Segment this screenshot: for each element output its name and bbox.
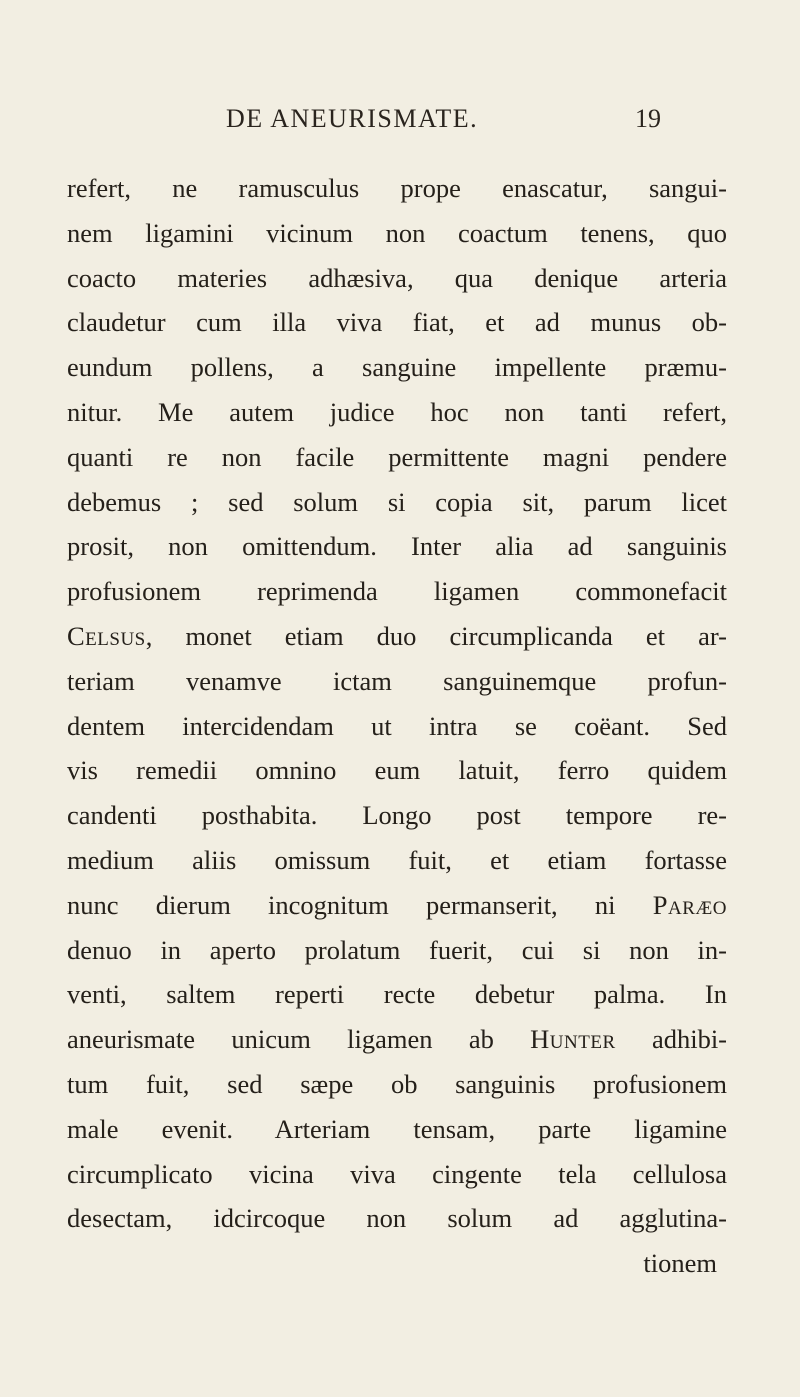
text-line: teriam venamve ictam sanguinemque profun-: [67, 665, 727, 696]
text-line: venti, saltem reperti recte debetur palma. In: [67, 979, 727, 1010]
body-text: [67, 166, 727, 1286]
proper-name: Hunter: [530, 1024, 616, 1055]
text-line: vis remedii omnino eum latuit, ferro quidem: [67, 755, 727, 786]
text-line: nitur. Me autem judice hoc non tanti refert,: [67, 396, 727, 427]
text-line: claudetur cum illa viva fiat, et ad munus ob-: [67, 307, 727, 338]
text-line: coacto materies adhæsiva, qua denique arteria: [67, 262, 727, 293]
text-line: eundum pollens, a sanguine impellente præmu-: [67, 352, 727, 383]
text-line: denuo in aperto prolatum fuerit, cui si non in-: [67, 934, 727, 965]
text-line: circumplicato vicina viva cingente tela cellulosa: [67, 1158, 727, 1189]
text-line: profusionem reprimenda ligamen commonefacit: [67, 576, 727, 607]
text-line: candenti posthabita. Longo post tempore re-: [67, 800, 727, 831]
text-line: male evenit. Arteriam tensam, parte ligamine: [67, 1113, 727, 1144]
text-line: quanti re non facile permittente magni pendere: [67, 441, 727, 472]
text-line: tum fuit, sed sæpe ob sanguinis profusionem: [67, 1068, 727, 1099]
text-line: medium aliis omissum fuit, et etiam fortasse: [67, 844, 727, 875]
proper-name: Paræo: [652, 889, 727, 920]
text-line: prosit, non omittendum. Inter alia ad sanguinis: [67, 531, 727, 562]
running-title: DE ANEURISMATE.: [226, 104, 479, 133]
proper-name: Celsus: [67, 620, 146, 651]
text-line: nem ligamini vicinum non coactum tenens, quo: [67, 217, 727, 248]
page-header: [0, 104, 800, 144]
text-line: refert, ne ramusculus prope enascatur, sangui-: [67, 173, 727, 203]
page-number: 19: [635, 104, 661, 133]
text-line: nunc dierum incognitum permanserit, ni Paræo: [67, 889, 727, 920]
text-line: Celsus, monet etiam duo circumplicanda et ar-: [67, 620, 727, 651]
text-line: aneurismate unicum ligamen ab Hunter adhibi-: [67, 1024, 728, 1055]
text-line: debemus ; sed solum si copia sit, parum licet: [67, 486, 727, 517]
text-line: dentem intercidendam ut intra se coëant. Sed: [67, 710, 727, 741]
text-line: desectam, idcircoque non solum ad agglutina-: [67, 1203, 727, 1234]
catchword: tionem: [643, 1248, 717, 1279]
